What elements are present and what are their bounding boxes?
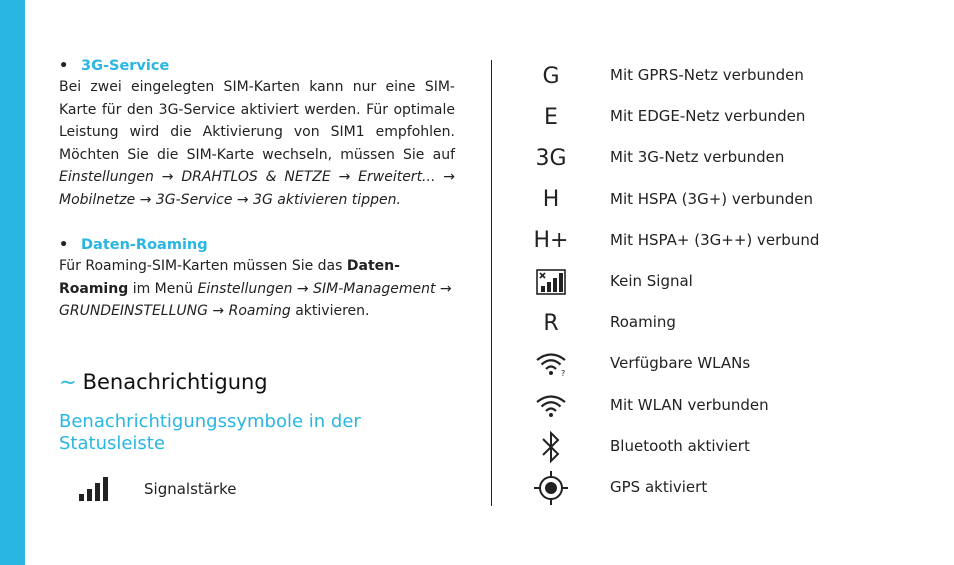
bullet-dot: •	[59, 58, 69, 74]
svg-text:?: ?	[561, 369, 566, 378]
roaming-symbol: R	[543, 310, 559, 336]
bullet-title-data-roaming: Daten-Roaming	[81, 237, 208, 253]
status-label: GPS aktiviert	[610, 477, 708, 496]
section-heading	[59, 370, 268, 394]
gps-icon	[527, 468, 575, 508]
section-title: Benachrichtigung	[82, 370, 268, 394]
bullet-dot: •	[59, 237, 69, 253]
status-row-hspa-plus	[527, 221, 927, 262]
wifi-connected-icon	[527, 386, 575, 426]
status-label: Mit 3G-Netz verbunden	[610, 148, 785, 167]
paragraph-text: im Menü	[132, 280, 194, 297]
status-row-3g	[527, 138, 927, 179]
status-row-hspa	[527, 180, 927, 221]
status-row-wifi-connected	[527, 386, 927, 427]
3g-symbol: 3G	[535, 145, 567, 171]
status-label: Verfügbare WLANs	[610, 354, 751, 373]
signal-strength-icon	[78, 476, 110, 502]
menu-path: Einstellungen → DRAHTLOS & NETZE → Erweitert... → Mobilnetze → 3G-Service → 3G aktivieren tippen.	[59, 169, 455, 208]
left-column	[59, 56, 455, 323]
status-row-bluetooth	[527, 427, 927, 468]
status-row-roaming	[527, 303, 927, 344]
paragraph-data-roaming	[59, 255, 455, 323]
status-label: Mit GPRS-Netz verbunden	[610, 66, 804, 84]
status-row-gps	[527, 468, 927, 509]
hspa-symbol: H	[542, 187, 560, 213]
bluetooth-icon	[527, 427, 575, 467]
edge-symbol: E	[544, 104, 558, 130]
status-row-no-signal	[527, 262, 927, 303]
wifi-available-icon	[527, 344, 575, 384]
highlight-data-roaming: Daten-Roaming	[59, 258, 400, 297]
status-label: Mit EDGE-Netz verbunden	[610, 107, 806, 126]
status-label: Bluetooth aktiviert	[610, 436, 750, 455]
status-label: Mit HSPA (3G+) verbunden	[610, 189, 813, 208]
subsection-heading: Benachrichtigungssymbole in der Statusleiste	[59, 411, 361, 454]
gprs-symbol: G	[542, 63, 560, 89]
hspa-plus-symbol: H+	[533, 228, 569, 254]
paragraph-text: Für Roaming-SIM-Karten müssen Sie das	[59, 258, 343, 274]
signal-strength-label: Signalstärke	[144, 480, 237, 498]
column-divider	[491, 60, 492, 506]
paragraph-text: aktivieren.	[295, 303, 370, 319]
status-row-wifi-available	[527, 344, 927, 385]
paragraph-3g-service	[59, 76, 455, 211]
status-label: Mit WLAN verbunden	[610, 395, 769, 414]
status-row-edge	[527, 97, 927, 138]
bullet-data-roaming	[59, 235, 455, 255]
status-icon-list	[527, 56, 927, 509]
signal-strength-row	[78, 476, 458, 504]
heading-tilde: ~	[59, 370, 77, 394]
bullet-3g-service	[59, 56, 455, 76]
accent-sidebar-bar	[0, 0, 25, 565]
menu-path: Einstellungen → SIM-Management → GRUNDEINSTELLUNG → Roaming	[59, 280, 452, 319]
status-label: Roaming	[610, 313, 676, 332]
status-label: Mit HSPA+ (3G++) verbund	[610, 230, 820, 249]
bullet-title-3g-service: 3G-Service	[81, 58, 170, 74]
no-signal-icon	[527, 262, 575, 302]
status-row-gprs	[527, 56, 927, 97]
status-label: Kein Signal	[610, 271, 693, 290]
paragraph-text: Bei zwei eingelegten SIM-Karten kann nur eine SIM-Karte für den 3G-Service aktiviert werden. Für optimale Leistung wird die Aktivierung von SIM1 empfohlen. Möchten Sie die SIM-Karte wechseln, müssen Sie auf	[59, 79, 455, 163]
